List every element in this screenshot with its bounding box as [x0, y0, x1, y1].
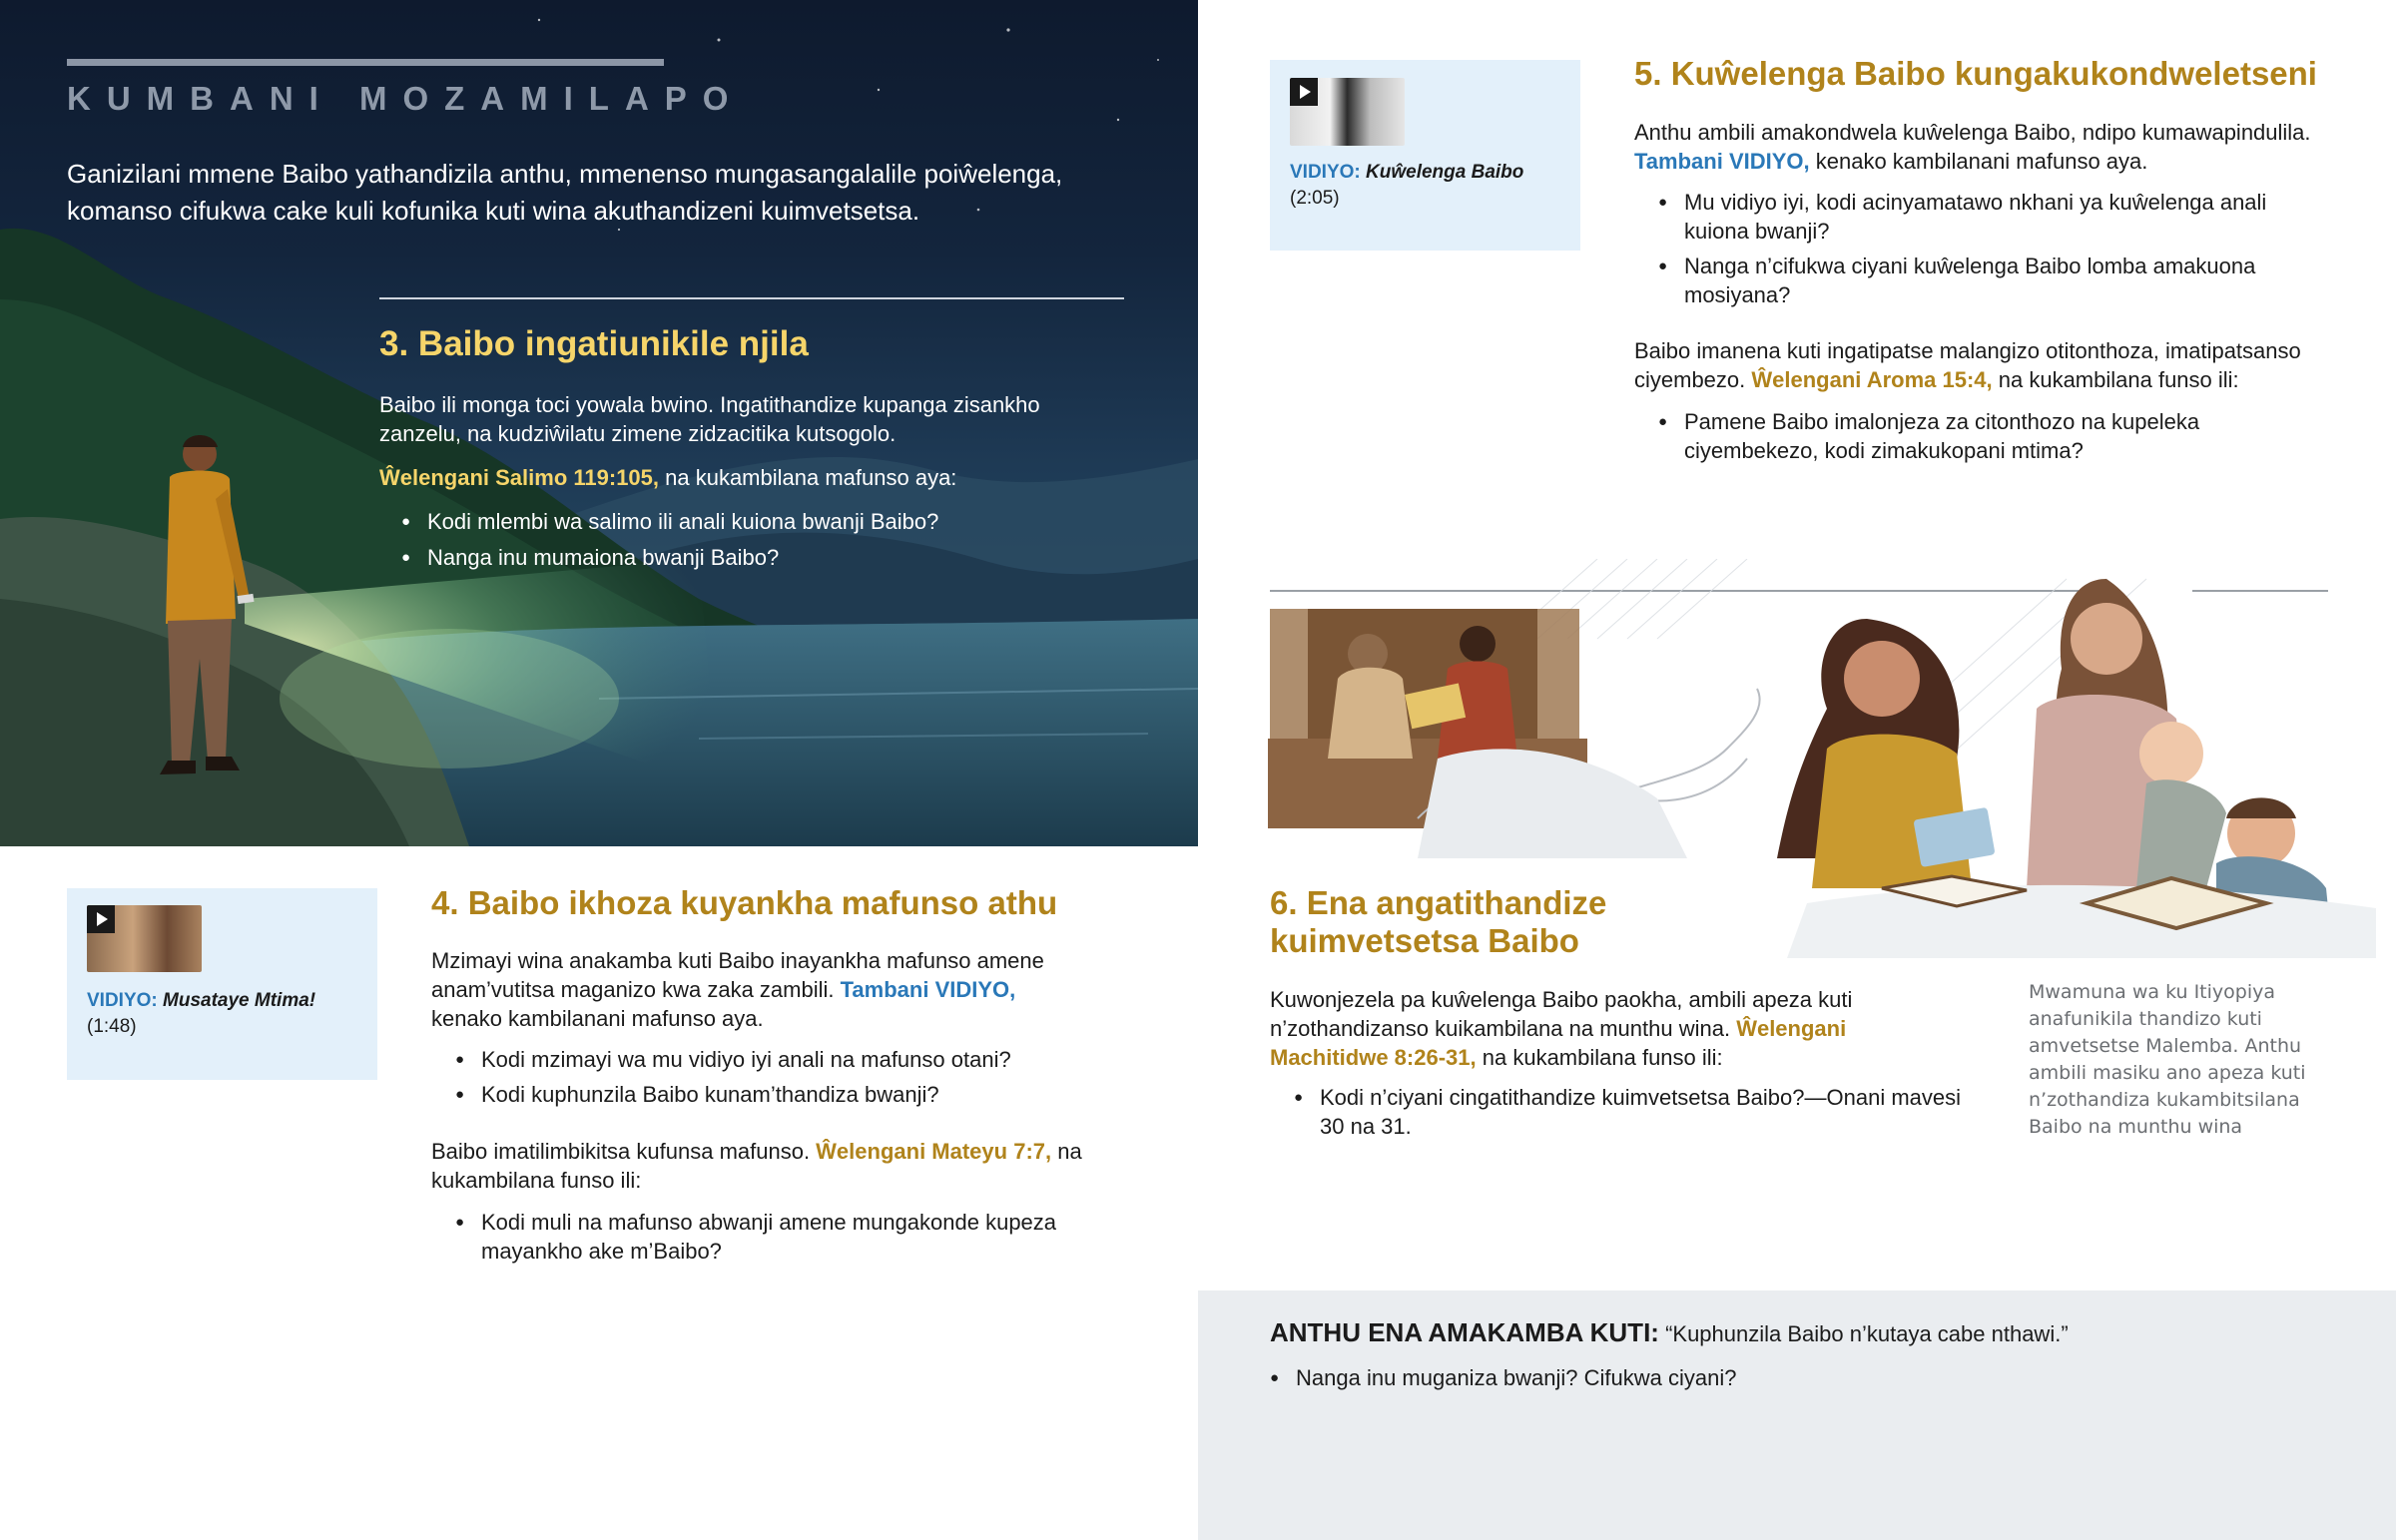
section4-paragraph2: Baibo imatilimbikitsa kufunsa mafunso. Ŵelengani Mateyu 7:7, na kukambilana funso ili:: [431, 1139, 1082, 1193]
scripture-ref-mateyu[interactable]: Ŵelengani Mateyu 7:7,: [816, 1139, 1052, 1164]
list-item: ● Kodi n’ciyani cingatithandize kuimvetsetsa Baibo?—Onani mavesi 30 na 31.: [1294, 1083, 1963, 1141]
illustration-caption: Mwamuna wa ku Itiyopiya anafunikila thandizo kuti amvetsetse Malemba. Anthu ambili masiku ano apeza kuti n’zothandiza kukambitsilana Baibo na munthu wina: [2029, 981, 2306, 1138]
section3-rule: [379, 297, 1124, 299]
section3-body: Baibo ili monga toci yowala bwino. Ingatithandize kupanga zisankho zanzelu, na kudziŵilatu zimene zidzacitika kutsogolo.: [379, 392, 1040, 446]
list-item: ● Nanga inu muganiza bwanji? Cifukwa ciyani?: [1270, 1363, 2268, 1392]
video-tag: VIDIYO:: [87, 990, 158, 1011]
video-title[interactable]: Kuŵelenga Baibo: [1366, 162, 1524, 183]
people-say-heading: ANTHU ENA AMAKAMBA KUTI: “Kuphunzila Baibo n’kutaya cabe nthawi.”: [1270, 1317, 2069, 1347]
section4-questions1: [455, 1045, 1114, 1115]
section3-instruction: Ŵelengani Salimo 119:105, na kukambilana mafunso aya:: [379, 465, 957, 490]
video-duration: (1:48): [87, 1016, 137, 1037]
list-item: ● Kodi mzimayi wa mu vidiyo iyi anali na mafunso otani?: [455, 1045, 1114, 1074]
watch-video-link[interactable]: Tambani VIDIYO,: [840, 977, 1016, 1002]
section6-paragraph: Kuwonjezela pa kuŵelenga Baibo paokha, ambili apeza kuti n’zothandizanso kuikambilana na munthu wina. Ŵelengani Machitidwe 8:26-31, na kukambilana funso ili:: [1270, 987, 1853, 1070]
section-kicker: KUMBANI MOZAMILAPO: [67, 80, 745, 117]
section4-title: 4. Baibo ikhoza kuyankha mafunso athu: [431, 884, 1058, 921]
section4-questions2: [455, 1208, 1094, 1272]
scripture-ref-aroma[interactable]: Ŵelengani Aroma 15:4,: [1751, 367, 1993, 392]
section5-questions1: [1658, 188, 2267, 315]
video-box-musataye-mtima[interactable]: [67, 888, 377, 1080]
watch-video-link[interactable]: Tambani VIDIYO,: [1634, 149, 1810, 174]
video-box-kuwelenga-baibo[interactable]: [1270, 60, 1580, 251]
play-icon[interactable]: [87, 905, 115, 933]
list-item: ● Nanga n’cifukwa ciyani kuŵelenga Baibo lomba amakuona mosiyana?: [1658, 252, 2267, 309]
list-item: ● Mu vidiyo iyi, kodi acinyamatawo nkhani ya kuŵelenga anali kuiona bwanji?: [1658, 188, 2267, 246]
video-duration: (2:05): [1290, 188, 1340, 209]
family-reading-bible: [1777, 579, 2376, 958]
list-item: ● Kodi muli na mafunso abwanji amene mungakonde kupeza mayankho ake m’Baibo?: [455, 1208, 1094, 1266]
section5-paragraph1: Anthu ambili amakondwela kuŵelenga Baibo, ndipo kumawapindulila. Tambani VIDIYO, kenako kambilanani mafunso aya.: [1634, 120, 2311, 174]
section3-title: 3. Baibo ingatiunikile njila: [379, 324, 809, 363]
people-say-questions: [1270, 1363, 2268, 1398]
section4-paragraph1: Mzimayi wina anakamba kuti Baibo inayankha mafunso amene anam’vutitsa maganizo kwa zaka zambili. Tambani VIDIYO, kenako kambilanani mafunso aya.: [431, 948, 1044, 1031]
list-item: ● Kodi kuphunzila Baibo kunam’thandiza bwanji?: [455, 1080, 1114, 1109]
section6-questions: [1294, 1083, 1963, 1147]
section5-questions2: [1658, 407, 2337, 471]
section5-title: 5. Kuŵelenga Baibo kungakukondweletseni: [1634, 55, 2317, 92]
kicker-rule: [67, 59, 664, 66]
night-scene-panel: [0, 0, 1198, 846]
scripture-ref-machitidwe[interactable]: Ŵelengani Machitidwe 8:26-31,: [1270, 1016, 1847, 1070]
video-thumbnail[interactable]: [1290, 78, 1405, 146]
scripture-ref-salimo[interactable]: Ŵelengani Salimo 119:105,: [379, 465, 660, 490]
intro-paragraph: Ganizilani mmene Baibo yathandizila anthu, mmenenso mungasangalalile poiŵelenga, komanso cifukwa cake kuli kofunika kuti wina akuthandizeni kuimvetsetsa.: [67, 159, 1063, 226]
section3-questions: [401, 504, 1120, 576]
section6-title: 6. Ena angatithandize kuimvetsetsa Baibo: [1270, 884, 1607, 959]
video-title[interactable]: Musataye Mtima!: [163, 990, 316, 1011]
list-item: ● Nanga inu mumaiona bwanji Baibo?: [401, 540, 1120, 576]
video-tag: VIDIYO:: [1290, 162, 1361, 183]
list-item: ● Kodi mlembi wa salimo ili anali kuiona bwanji Baibo?: [401, 504, 1120, 540]
section5-paragraph2: Baibo imanena kuti ingatipatse malangizo otitonthoza, imatipatsanso ciyembezo. Ŵelengani Aroma 15:4, na kukambilana funso ili:: [1634, 338, 2301, 392]
list-item: ● Pamene Baibo imalonjeza za citonthozo na kupeleka ciyembekezo, kodi zimakukopani mtima?: [1658, 407, 2337, 465]
play-icon[interactable]: [1290, 78, 1318, 106]
video-thumbnail[interactable]: [87, 905, 202, 972]
